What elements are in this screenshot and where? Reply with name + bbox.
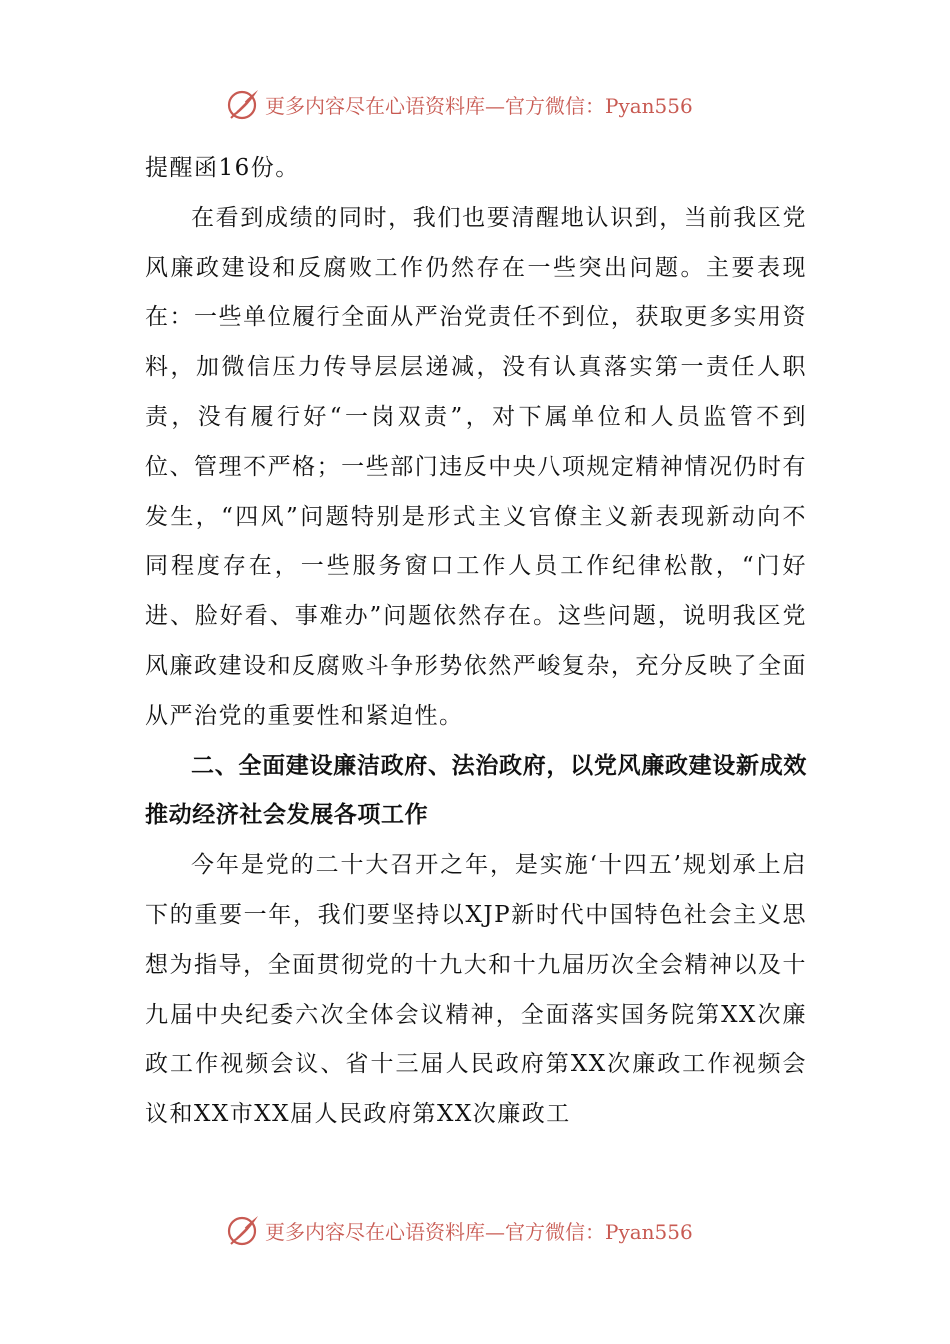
quill-pen-circle-icon: [225, 86, 261, 122]
watermark-banner-top: [225, 82, 725, 126]
quill-pen-circle-icon: [225, 1212, 261, 1248]
watermark-text: 更多内容尽在心语资料库—官方微信：Pyan556: [265, 93, 693, 118]
paragraph-problems: 在看到成绩的同时，我们也要清醒地认识到，当前我区党风廉政建设和反腐败工作仍然存在一些突出问题。主要表现在：一些单位履行全面从严治党责任不到位，获取更多实用资料，加微信压力传导层层递减，没有认真落实第一责任人职责，没有履行好“一岗双责”，对下属单位和人员监管不到位、管理不严格；一些部门违反中央八项规定精神情况仍时有发生，“四风”问题特别是形式主义官僚主义新表现新动向不同程度存在，一些服务窗口工作人员工作纪律松散，“门好进、脸好看、事难办”问题依然存在。这些问题，说明我区党风廉政建设和反腐败斗争形势依然严峻复杂，充分反映了全面从严治党的重要性和紧迫性。: [145, 204, 807, 729]
paragraph-continuation: 提醒函16份。: [145, 155, 300, 181]
document-body: [145, 144, 807, 1140]
paragraph-this-year: 今年是党的二十大召开之年，是实施‘十四五’规划承上启下的重要一年，我们要坚持以XJP新时代中国特色社会主义思想为指导，全面贯彻党的十九大和十九届历次全会精神以及十九届中央纪委六次全体会议精神，全面落实国务院第XX次廉政工作视频会议、省十三届人民政府第XX次廉政工作视频会议和XX市XX届人民政府第XX次廉政工: [145, 852, 807, 1128]
watermark-text: 更多内容尽在心语资料库—官方微信：Pyan556: [265, 1219, 693, 1244]
section-heading: 二、全面建设廉洁政府、法治政府，以党风廉政建设新成效推动经济社会发展各项工作: [145, 752, 807, 829]
watermark-banner-bottom: [225, 1208, 725, 1252]
